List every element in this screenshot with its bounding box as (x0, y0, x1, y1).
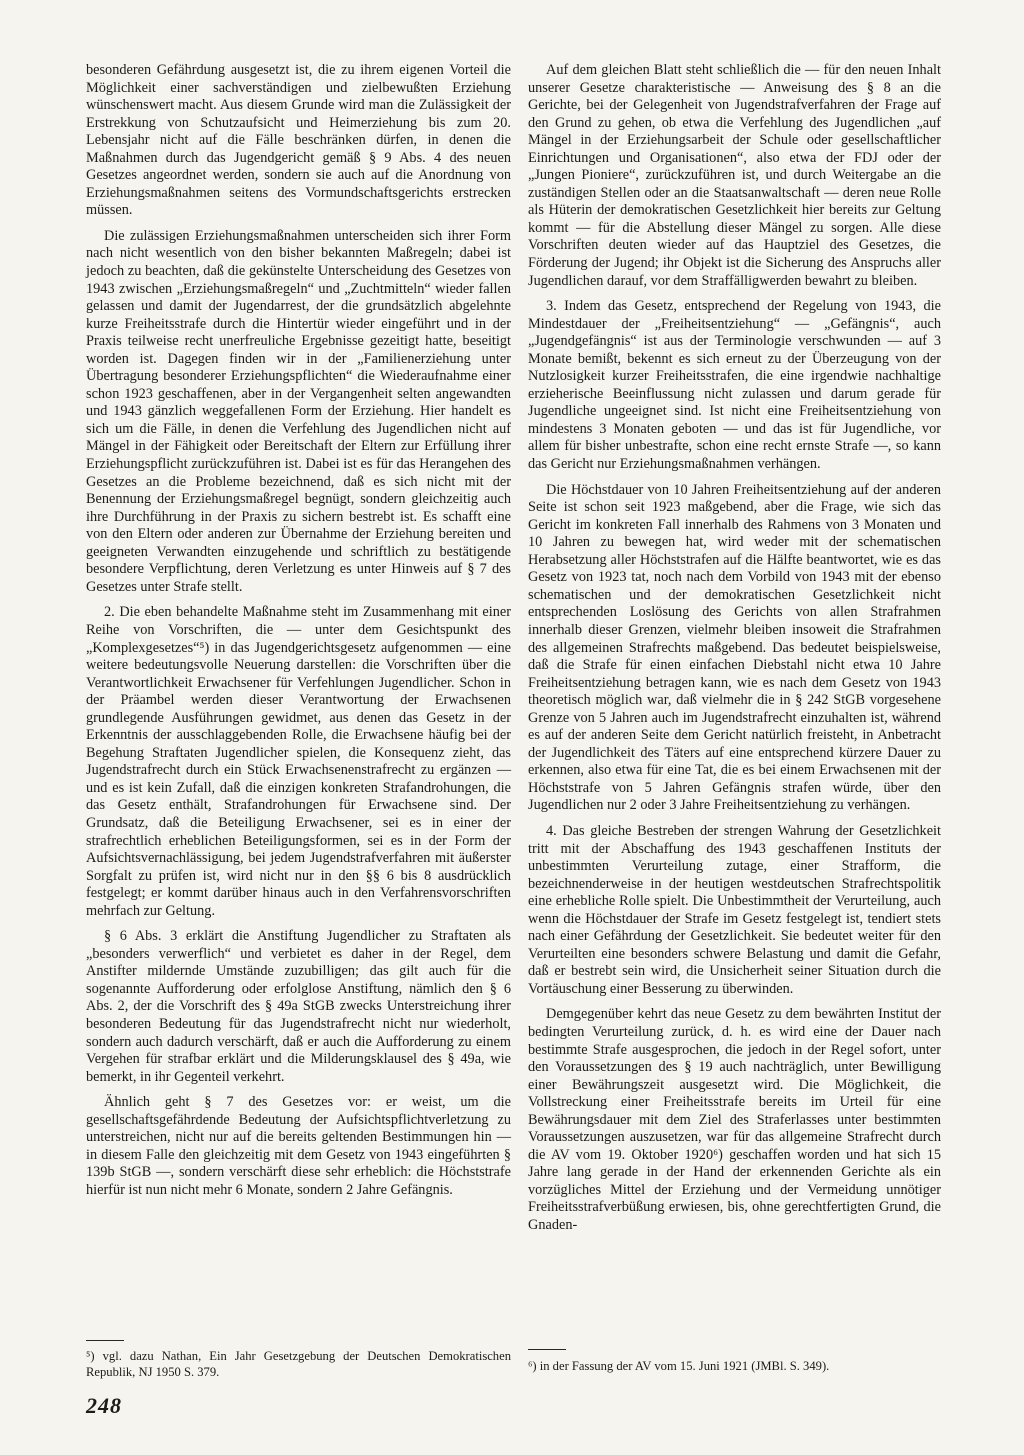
footnote-divider (86, 1340, 124, 1341)
page-number: 248 (86, 1393, 122, 1418)
paragraph: Die Höchstdauer von 10 Jahren Freiheitsentziehung auf der anderen Seite ist schon seit 1923 maßgebend, aber die Frage, wie sich das Gericht im konkreten Fall innerhalb des Rahmens von 3 Monaten und 10 Jahren zu bewegen hat, wird weder mit der schematischen Herabsetzung aller Höchststrafen auf die Hälfte beantwortet, wie es das Gesetz von 1923 tat, noch nach dem Vorbild von 1943 mit der ebenso schematischen und der demokratischen Gesetzlichkeit nicht entsprechenden Loslösung des Gerichts von allen Strafrahmen innerhalb dieser Grenzen, vielmehr bleiben insoweit die Strafrahmen des allgemeinen Strafrechts maßgebend. Das bedeutet beispielsweise, daß die Strafe für einen einfachen Diebstahl nicht etwa 10 Jahre Freiheitsentziehung betragen kann, wie es nach dem Gesetz von 1943 theoretisch möglich war, daß vielmehr die in § 242 StGB vorgesehene Grenze von 5 Jahren auch im Jugendstrafrecht einzuhalten ist, während es auf der anderen Seite dem Gericht natürlich freisteht, in Anbetracht der Jugendlichkeit des Täters auf eine entsprechend kürzere Dauer zu erkennen, also etwa für eine Tat, die es bei einem Erwachsenen mit der Höchststrafe von 5 Jahren Gefängnis strafen würde, über den Jugendlichen nur 2 oder 3 Jahre Freiheitsentziehung zu verhängen. (528, 481, 941, 814)
right-column (528, 62, 941, 1243)
footnote: ⁶) in der Fassung der AV vom 15. Juni 1921 (JMBl. S. 349). (528, 1359, 830, 1373)
paragraph: besonderen Gefährdung ausgesetzt ist, die zu ihrem eigenen Vorteil die Möglichkeit einer sachverständigen und zielbewußten Erziehung wünschenswert macht. Aus diesem Grunde wird man die Zulässigkeit der Erstrekkung von Schutzaufsicht und Heimerziehung bis zum 20. Lebensjahr nicht auf die Fälle beschränken dürfen, in denen die Maßnahmen durch das Jugendgericht gemäß § 9 Abs. 4 des neuen Gesetzes angeordnet werden, sondern sie auch auf die Anordnung von Erziehungsmaßnahmen seitens des Vormundschaftsgerichts erstrecken müssen. (86, 62, 511, 219)
footnote: ⁵) vgl. dazu Nathan, Ein Jahr Gesetzgebung der Deutschen Demokratischen Republik, NJ 1950 S. 379. (86, 1349, 511, 1379)
paragraph: 2. Die eben behandelte Maßnahme steht im Zusammenhang mit einer Reihe von Vorschriften, die — unter dem Gesichtspunkt des „Komplexgesetzes“⁵) in das Jugendgerichtsgesetz aufgenommen — eine weitere bedeutungsvolle Neuerung darstellen: die Vorschriften über die Verantwortlichkeit Erwachsener für Verfehlungen Jugendlicher. Schon in der Präambel werden dieser Verantwortung der Erwachsenen grundlegende Ausführungen gewidmet, aus denen das Gesetz in der Erkenntnis der ausschlaggebenden Rolle, die Erwachsene häufig bei der Begehung Straftaten Jugendlicher spielen, die Konsequenz zieht, das Jugendstrafrecht durch ein Stück Erwachsenenstrafrecht zu ergänzen — und es ist kein Zufall, daß die einzigen konkreten Strafandrohungen, die das Gesetz enthält, Strafandrohungen für Erwachsene sind. Der Grundsatz, daß die Beteiligung Erwachsener, sei es in einer der strafrechtlich erheblichen Beteiligungsformen, sei es in der Form der Aufsichtsvernachlässigung, bei jedem Jugendstrafverfahren mit äußerster Sorgfalt zu prüfen ist, wird nicht nur in den §§ 6 bis 8 ausdrücklich festgelegt; er kommt darüber hinaus auch in den Verfahrensvorschriften mehrfach zur Geltung. (86, 604, 511, 919)
paragraph: Auf dem gleichen Blatt steht schließlich die — für den neuen Inhalt unserer Gesetze charakteristische — Anweisung des § 8 an die Gerichte, bei der Gelegenheit von Jugendstrafverfahren der Frage auf den Grund zu gehen, ob etwa die Verfehlung des Jugendlichen „auf Mängel in der Erziehungsarbeit der Schule oder gesellschaftlicher Einrichtungen und Organisationen“, also etwa der FDJ oder der „Jungen Pioniere“, zurückzuführen ist, und durch Weitergabe an die zuständigen Stellen oder an die Staatsanwaltschaft — deren neue Rolle als Hüterin der demokratischen Gesetzlichkeit hier bereits zur Geltung kommt — für die Abstellung dieser Mängel zu sorgen. Alle diese Vorschriften deuten wieder auf das Hauptziel des Gesetzes, die Förderung der Jugend; ihr Objekt ist die Sicherung des Anspruchs aller Jugendlichen darauf, vor dem Straffälligwerden bewahrt zu bleiben. (528, 62, 941, 289)
paragraph: Ähnlich geht § 7 des Gesetzes vor: er weist, um die gesellschaftsgefährdende Bedeutung der Aufsichtspflichtverletzung zu unterstreichen, nicht nur auf die bereits geltenden Bestimmungen hin — in diesem Falle den gleichzeitig mit dem Gesetz von 1943 eingeführten § 139b StGB —, sondern verschärft diese sehr erheblich: die Höchststrafe hierfür ist nun nicht mehr 6 Monate, sondern 2 Jahre Gefängnis. (86, 1094, 511, 1198)
footnote-divider (528, 1349, 566, 1350)
paragraph: 3. Indem das Gesetz, entsprechend der Regelung von 1943, die Mindestdauer der „Freiheitsentziehung“ — „Gefängnis“, auch „Jugendgefängnis“ ist aus der Terminologie verschwunden — auf 3 Monate bemißt, bekennt es sich erneut zu der Überzeugung von der Nutzlosigkeit kurzer Freiheitsstrafen, die eine irgendwie nachhaltige erzieherische Beeinflussung nicht zulassen und darum gerade für Jugendliche ungeeignet sind. Ist nicht eine Freiheitsentziehung von mindestens 3 Monaten geboten — und das ist für Jugendliche, vor allem für bisher unbestrafte, schon eine recht ernste Strafe —, so kann das Gericht nur Erziehungsmaßnahmen verhängen. (528, 298, 941, 473)
paragraph: 4. Das gleiche Bestreben der strengen Wahrung der Gesetzlichkeit tritt mit der Abschaffung des 1943 geschaffenen Instituts der unbestimmten Verurteilung zutage, einer Strafform, die bezeichnenderweise in der heutigen westdeutschen Strafrechtspolitik eine erhebliche Rolle spielt. Die Unbestimmtheit der Verurteilung, auch wenn die Höchstdauer der Strafe im Gesetz festgelegt ist, tendiert stets nach einer Gefährdung der Gesetzlichkeit. Sie bedeutet weiter für den Verurteilten eine besonders schwere Belastung und damit die Gefahr, daß er bestrebt sein wird, die Unsicherheit seiner Situation durch die Vortäuschung einer Besserung zu überwinden. (528, 822, 941, 997)
paragraph: Demgegenüber kehrt das neue Gesetz zu dem bewährten Institut der bedingten Verurteilung zurück, d. h. es wird eine der Dauer nach bestimmte Strafe ausgesprochen, die jedoch in der Regel sofort, unter den Voraussetzungen des § 19 auch nachträglich, unter Bewilligung einer Bewährungszeit ausgesetzt wird. Die Möglichkeit, die Vollstreckung einer Freiheitsstrafe bereits im Urteil für eine Bewährungsdauer mit dem Ziel des Straferlasses unter bestimmten Voraussetzungen auszusetzen, war für das allgemeine Strafrecht durch die AV vom 19. Oktober 1920⁶) geschaffen worden und hat sich 15 Jahre lang gerade in der Hand der erkennenden Gerichte als ein vorzügliches Mittel der Erziehung und der Vermeidung unnötiger Freiheitsstrafverbüßung erwiesen, bis, ohne gerechtfertigten Grund, die Gnaden- (528, 1006, 941, 1233)
paragraph: Die zulässigen Erziehungsmaßnahmen unterscheiden sich ihrer Form nach nicht wesentlich von den bisher bekannten Maßregeln; dabei ist jedoch zu beachten, daß die gekünstelte Unterscheidung des Gesetzes von 1943 zwischen „Erziehungsmaßregeln“ und „Zuchtmitteln“ wieder fallen gelassen und damit der Jugendarrest, der die grundsätzlich abgelehnte kurze Freiheitsstrafe durch die Hintertür wieder eingeführt und in der Praxis teilweise recht unerfreuliche Ergebnisse gezeitigt hatte, beseitigt worden ist. Dagegen finden wir in der „Familienerziehung unter Übertragung besonderer Erziehungspflichten“ die Wiederaufnahme einer schon 1923 geschaffenen, aber in der Vergangenheit selten angewandten und 1943 gänzlich weggefallenen Form der Erziehung. Hier handelt es sich um die Fälle, in denen die Verfehlung des Jugendlichen nicht auf Mängel in der Fähigkeit oder Bereitschaft der Eltern zur Erfüllung ihrer Erziehungspflicht zurückzuführen ist. Dabei ist es für das Herangehen des Gesetzes an die Probleme bezeichnend, daß es sich nicht mit der Benennung der Erziehungsmaßregel begnügt, sondern gleichzeitig auch ihre Durchführung in der Praxis zu sichern bestrebt ist. Es schafft eine von den Eltern oder anderen zur Übernahme der Erziehung bereiten und geeigneten Verwandten einzugehende und schriftlich zu bestätigende besondere Verpflichtung, deren Verletzung es unter Hinweis auf § 7 des Gesetzes unter Strafe stellt. (86, 227, 511, 595)
left-column (86, 62, 511, 1207)
paragraph: § 6 Abs. 3 erklärt die Anstiftung Jugendlicher zu Straftaten als „besonders verwerflich“ und verbietet es daher in der Regel, dem Anstifter mildernde Umstände zuzubilligen; das gilt auch für die sogenannte Aufforderung oder erfolglose Anstiftung, nämlich den § 6 Abs. 2, der die Vorschrift des § 49a StGB zwecks Unterstreichung ihrer besonderen Bedeutung für das Jugendstrafrecht nicht nur wiederholt, sondern auch dadurch verschärft, daß er auch die Aufforderung zu einem Vergehen für strafbar erklärt und die Milderungsklausel des § 49a, wie bemerkt, in ihr Gegenteil verkehrt. (86, 928, 511, 1085)
